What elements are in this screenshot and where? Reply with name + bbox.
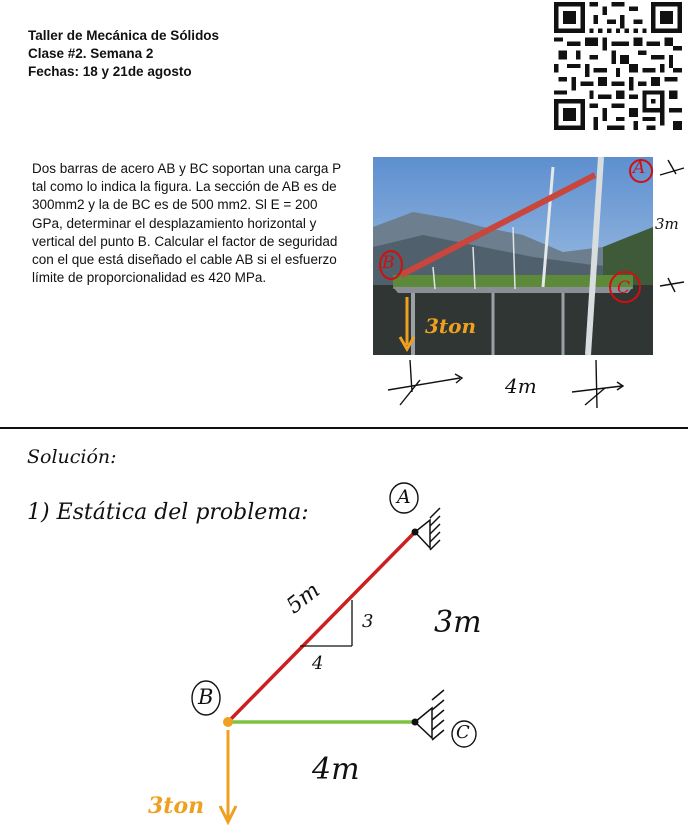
diagram-label-c: C [456, 722, 470, 743]
dates: Fechas: 18 y 21de agosto [28, 64, 192, 79]
photo-label-a: A [633, 158, 646, 178]
load-label: 3ton [148, 793, 205, 819]
solution-heading: Solución: [27, 446, 117, 468]
slope-run-label: 4 [312, 653, 324, 674]
problem-statement: Dos barras de acero AB y BC soportan una carga P tal como lo indica la figura. La sección de AB es de 300mm2 y la de BC es de 500 mm2. Sl E = 200 GPa, determinar el desplazamiento horizontal y vertical del punto B. Calcular el factor de seguridad con el que está diseñado el cable AB si el esfuerzo límite de proporcionalidad es 420 MPa. [32, 161, 341, 286]
bar-ab [228, 532, 415, 722]
support-a-icon [415, 508, 440, 550]
photo-height-label: 3m [655, 215, 679, 233]
bc-length-label: 4m [312, 752, 360, 787]
photo-span-label: 4m [505, 374, 537, 398]
photo-label-c: C [617, 278, 631, 298]
height-label: 3m [434, 605, 482, 640]
photo-label-b: B [382, 253, 395, 273]
ab-length-label: 5m [281, 577, 325, 620]
class-week: Clase #2. Semana 2 [28, 46, 154, 61]
photo-load-label: 3ton [425, 314, 477, 338]
slope-rise-label: 3 [362, 611, 374, 632]
course-title: Taller de Mecánica de Sólidos [28, 28, 220, 43]
step-1-heading: 1) Estática del problema: [27, 500, 309, 525]
diagram-label-b: B [198, 685, 214, 709]
load-arrow [220, 730, 236, 822]
diagram-label-a: A [397, 486, 411, 508]
support-c-icon [415, 690, 444, 740]
joint-b [223, 717, 233, 727]
